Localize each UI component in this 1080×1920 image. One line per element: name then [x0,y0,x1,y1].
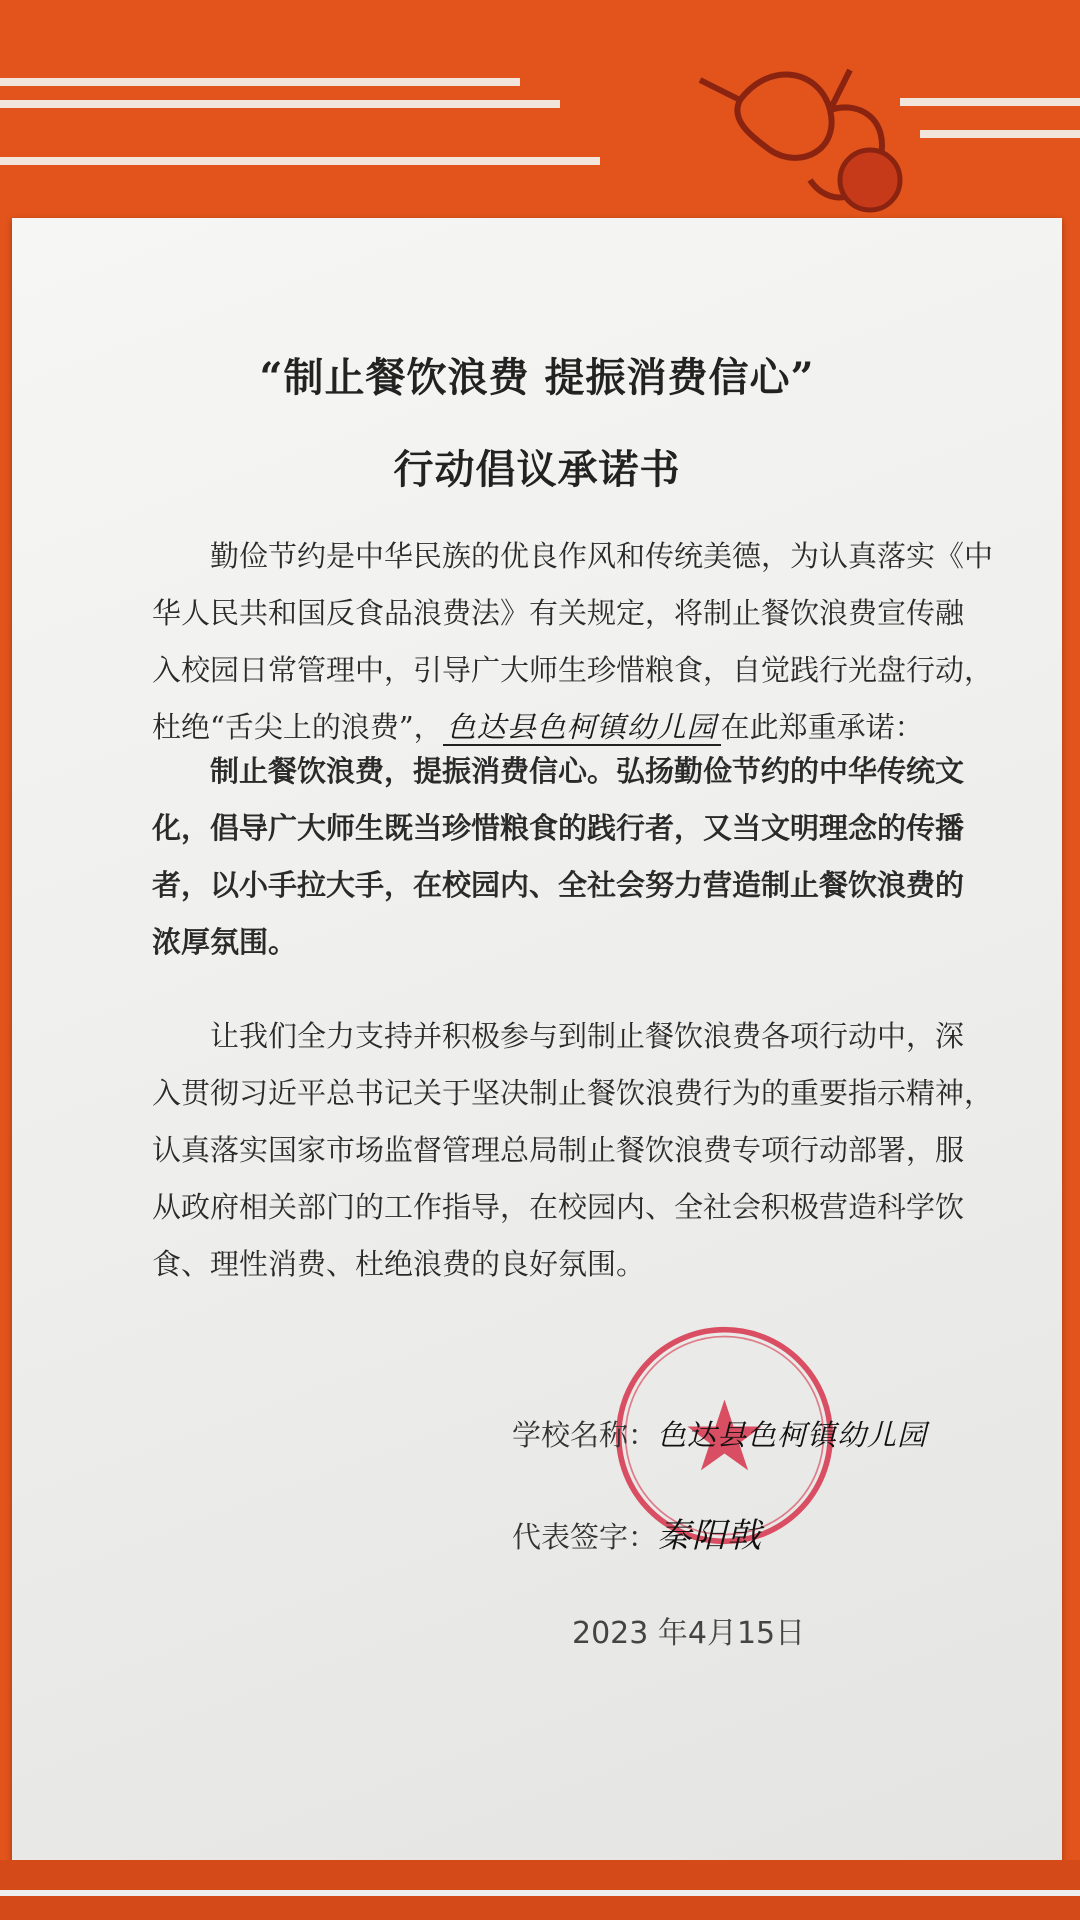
document-page [12,218,1062,1868]
background-stripe [920,130,1080,138]
table-edge [0,1860,1080,1920]
document-date: 2023 年4月15日 [572,1616,806,1651]
text-line: 制止餐饮浪费，提振消费信心。弘扬勤俭节约的中华传统文 [210,754,965,788]
text-segment: 在此郑重承诺： [720,710,924,744]
text-line: 化，倡导广大师生既当珍惜粮食的践行者，又当文明理念的传播 [152,811,965,845]
background-stripe [0,78,520,86]
text-line: 让我们全力支持并积极参与到制止餐饮浪费各项行动中，深 [210,1019,965,1053]
text-line: 入校园日常管理中，引导广大师生珍惜粮食，自觉践行光盘行动， [152,653,994,687]
school-name-handwritten: 色达县色柯镇幼儿园 [657,1418,928,1452]
handwritten-school-name: 色达县色柯镇幼儿园 [443,710,721,746]
paragraph-commitment [152,743,1032,971]
representative-signature-row [512,1508,1042,1557]
background-stripe [0,1890,1080,1896]
document-title: “制止餐饮浪费 提振消费信心” [259,354,815,401]
text-line: 入贯彻习近平总书记关于坚决制止餐饮浪费行为的重要指示精神， [152,1076,994,1110]
background-stripe [0,100,560,108]
flower-decoration-icon [680,40,930,220]
paragraph-intro [152,528,1032,756]
signature-label: 代表签字： [512,1520,658,1554]
text-line: 食、理性消费、杜绝浪费的良好氛围。 [152,1247,646,1281]
handwritten-signature: 秦阳戟 [657,1516,763,1556]
school-name-row [512,1413,1042,1454]
background-stripe [0,157,600,165]
paragraph-call-to-action [152,1008,1032,1293]
document-subtitle: 行动倡议承诺书 [393,446,681,493]
text-line: 勤俭节约是中华民族的优良作风和传统美德，为认真落实《中 [210,539,994,573]
text-line: 华人民共和国反食品浪费法》有关规定，将制止餐饮浪费宣传融 [152,596,965,630]
text-line: 从政府相关部门的工作指导，在校园内、全社会积极营造科学饮 [152,1190,965,1224]
text-line: 认真落实国家市场监督管理总局制止餐饮浪费专项行动部署，服 [152,1133,965,1167]
school-name-label: 学校名称： [512,1418,658,1452]
text-segment: 杜绝“舌尖上的浪费”， [152,710,443,744]
text-line: 浓厚氛围。 [152,925,298,959]
text-line: 者，以小手拉大手，在校园内、全社会努力营造制止餐饮浪费的 [152,868,965,902]
